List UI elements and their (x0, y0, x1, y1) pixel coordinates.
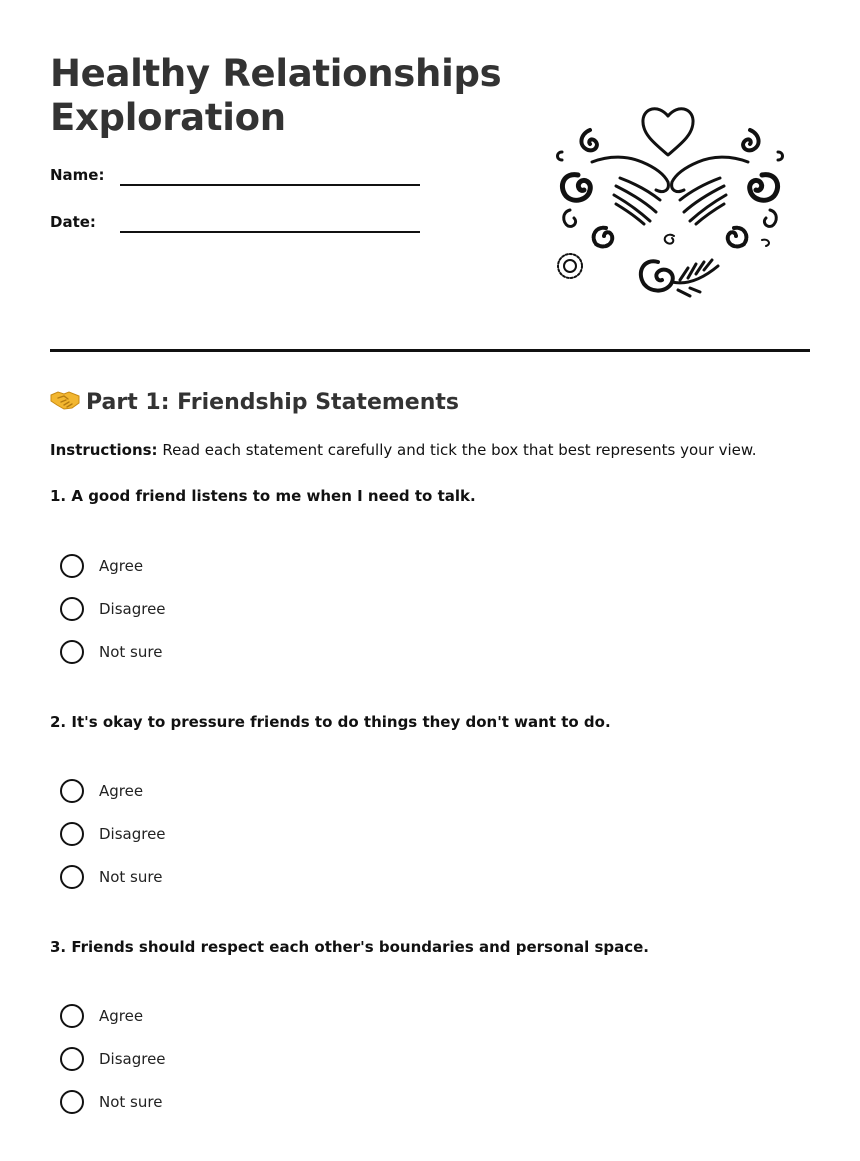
date-line[interactable] (120, 231, 420, 233)
option-label: Agree (99, 782, 144, 800)
name-label: Name: (50, 166, 105, 184)
option-agree[interactable] (60, 779, 260, 805)
radio-button[interactable] (60, 822, 84, 846)
radio-button[interactable] (60, 1090, 84, 1114)
name-field[interactable] (50, 166, 430, 196)
date-field[interactable] (50, 213, 430, 243)
worksheet-header (50, 0, 810, 352)
radio-button[interactable] (60, 779, 84, 803)
date-label: Date: (50, 213, 96, 231)
instructions-label: Instructions: (50, 441, 158, 459)
section-title-text: Part 1: Friendship Statements (86, 390, 459, 415)
option-label: Disagree (99, 600, 166, 618)
option-disagree[interactable] (60, 822, 260, 848)
name-line[interactable] (120, 184, 420, 186)
radio-button[interactable] (60, 554, 84, 578)
option-label: Disagree (99, 825, 166, 843)
option-label: Not sure (99, 643, 163, 661)
option-agree[interactable] (60, 554, 260, 580)
option-label: Not sure (99, 1093, 163, 1111)
radio-button[interactable] (60, 865, 84, 889)
question-text: 3. Friends should respect each other's boundaries and personal space. (50, 938, 650, 956)
title-line-1: Healthy Relationships (50, 52, 502, 95)
question-text: 1. A good friend listens to me when I need to talk. (50, 487, 476, 505)
option-not-sure[interactable] (60, 640, 260, 666)
option-label: Agree (99, 557, 144, 575)
question-text: 2. It's okay to pressure friends to do things they don't want to do. (50, 713, 611, 731)
worksheet-title (50, 52, 501, 140)
option-not-sure[interactable] (60, 1090, 260, 1116)
heart-hands-ornament-icon (550, 100, 790, 310)
worksheet-page (50, 0, 810, 1161)
option-agree[interactable] (60, 1004, 260, 1030)
section-title (50, 388, 459, 418)
header-divider (50, 349, 810, 352)
option-label: Agree (99, 1007, 144, 1025)
option-disagree[interactable] (60, 1047, 260, 1073)
radio-button[interactable] (60, 597, 84, 621)
option-disagree[interactable] (60, 597, 260, 623)
instructions (50, 440, 757, 460)
radio-button[interactable] (60, 1004, 84, 1028)
radio-button[interactable] (60, 640, 84, 664)
option-label: Not sure (99, 868, 163, 886)
title-line-2: Exploration (50, 96, 286, 139)
instructions-text: Read each statement carefully and tick the box that best represents your view. (162, 441, 757, 459)
handshake-icon (50, 388, 80, 412)
option-label: Disagree (99, 1050, 166, 1068)
radio-button[interactable] (60, 1047, 84, 1071)
option-not-sure[interactable] (60, 865, 260, 891)
